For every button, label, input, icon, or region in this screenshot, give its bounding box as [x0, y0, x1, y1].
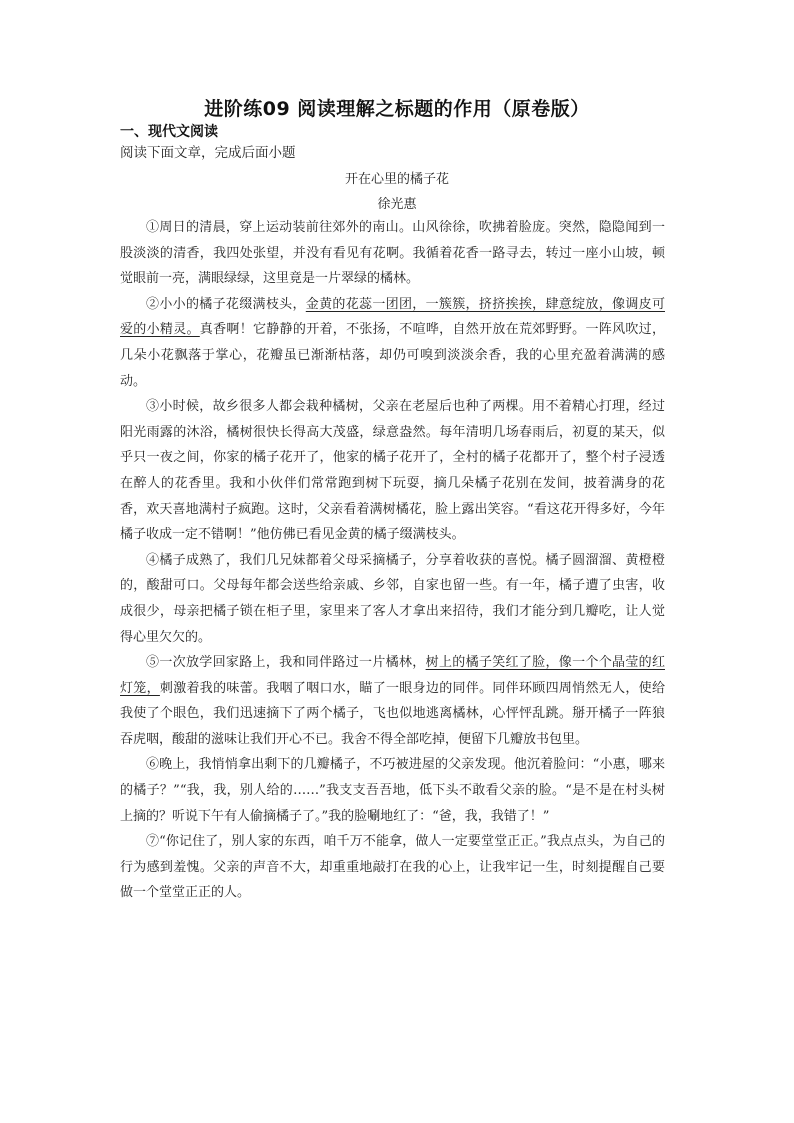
article-title: 开在心里的橘子花 [344, 172, 449, 187]
paragraph-text: 刺激着我的味蕾。我咽了咽口水，瞄了一眼身边的同伴。同伴环顾四周悄然无人，使给我使了个眼色，我们迅速摘下了两个橘子，飞也似地逃离橘林，心怦怦乱跳。掰开橘子一阵狼吞虎咽，酸甜的滋味让我们开心不已。我舍不得全部吃掉，便留下几瓣放书包里。 [120, 680, 665, 747]
paragraph-6 [120, 752, 665, 829]
article-author: 徐光惠 [377, 197, 417, 212]
paragraph-7 [120, 829, 665, 906]
paragraph-text: ④橘子成熟了，我们几兄妹都着父母采摘橘子，分享着收获的喜悦。橘子圆溜溜、黄橙橙的，酸甜可口。父母每年都会送些给亲戚、乡邻，自家也留一些。有一年，橘子遭了虫害，收成很少，母亲把橘子锁在柜子里，家里来了客人才拿出来招待，我们才能分到几瓣吃，让人觉得心里欠欠的。 [120, 552, 665, 645]
paragraph-5 [120, 650, 665, 752]
paragraph-text: ②小小的橘子花缀满枝头， [146, 296, 306, 312]
paragraph-text: 真香啊！它静静的开着，不张扬，不喧哗，自然开放在荒郊野野。一阵风吹过，几朵小花飘落于掌心，花瓣虽已渐渐枯落，却仍可嗅到淡淡余香，我的心里充盈着满满的感动。 [120, 322, 665, 389]
underlined-sentence: 树上的橘子笑红了脸，像一个个晶莹的红灯笼， [120, 655, 665, 696]
page-title: 进阶练09 阅读理解之标题的作用（原卷版） [204, 98, 590, 120]
paragraph-3 [120, 394, 665, 548]
paragraph-4 [120, 548, 665, 650]
underlined-sentence: 金黄的花蕊一团团，一簇簇，挤挤挨挨，肆意绽放，像调皮可爱的小精灵。 [120, 296, 665, 338]
paragraph-1 [120, 215, 665, 292]
paragraph-text: ①周日的清晨，穿上运动装前往郊外的南山。山风徐徐，吹拂着脸庞。突然，隐隐闻到一股淡淡的清香，我四处张望，并没有看见有花啊。我循着花香一路寻去，转过一座小山坡，顿觉眼前一亮，满眼绿绿，这里竟是一片翠绿的橘林。 [120, 220, 665, 287]
paragraph-2 [120, 292, 665, 394]
paragraph-text: ⑥晚上，我悄悄拿出剩下的几瓣橘子，不巧被进屋的父亲发现。他沉着脸问：“小惠，哪来的橘子？”“我，我，别人给的……”我支支吾吾地，低下头不敢看父亲的脸。“是不是在村头树上摘的？听说下午有人偷摘橘子了。”我的脸唰地红了：“爸，我，我错了！” [120, 757, 665, 824]
section-heading: 一、现代文阅读 [120, 124, 218, 140]
paragraph-text: ⑦“你记住了，别人家的东西，咱千万不能拿，做人一定要堂堂正正。”我点点头，为自己的行为感到羞愧。父亲的声音不大，却重重地敲打在我的心上，让我牢记一生，时刻提醒自己要做一个堂堂正正的人。 [120, 834, 665, 901]
instruction-text: 阅读下面文章，完成后面小题 [120, 145, 296, 161]
paragraph-text: ⑤一次放学回家路上，我和同伴路过一片橘林， [146, 655, 426, 671]
paragraph-text: ③小时候，故乡很多人都会栽种橘树，父亲在老屋后也种了两棵。用不着精心打理，经过阳光雨露的沐浴，橘树很快长得高大茂盛，绿意盎然。每年清明几场春雨后，初夏的某天，似乎只一夜之间，你家的橘子花开了，他家的橘子花开了，全村的橘子花都开了，整个村子浸透在醉人的花香里。我和小伙伴们常常跑到树下玩耍，摘几朵橘子花别在发间，披着满身的花香，欢天喜地满村子疯跑。这时，父亲看着满树橘花，脸上露出笑容。“看这花开得多好，今年橘子收成一定不错啊！”他仿佛已看见金黄的橘子缀满枝头。 [120, 399, 665, 543]
article-body [120, 215, 665, 906]
